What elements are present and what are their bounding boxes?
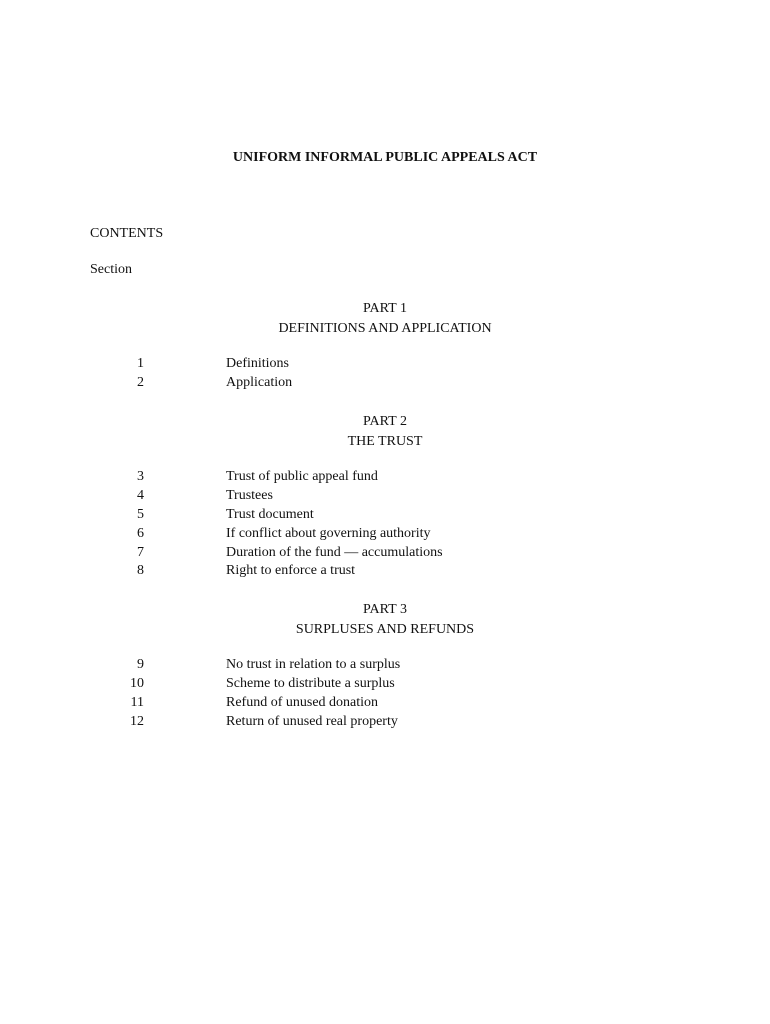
toc-entry[interactable] — [0, 694, 770, 713]
part-3-section-list — [0, 656, 770, 732]
section-number: 12 — [130, 713, 144, 729]
toc-entry[interactable] — [0, 487, 770, 506]
part-number: PART 3 — [363, 602, 407, 617]
part-title: DEFINITIONS AND APPLICATION — [278, 320, 492, 336]
part-title: THE TRUST — [347, 433, 423, 449]
section-number: 6 — [137, 525, 144, 541]
section-number: 8 — [137, 563, 144, 579]
section-title: Scheme to distribute a surplus — [226, 675, 395, 691]
toc-entry[interactable] — [0, 544, 770, 563]
part-1-section-list — [0, 355, 770, 393]
section-number: 5 — [137, 506, 144, 522]
part-1-heading — [0, 299, 770, 338]
section-title: Definitions — [226, 356, 289, 371]
toc-entry[interactable] — [0, 656, 770, 675]
section-number: 10 — [130, 675, 144, 691]
section-number: 7 — [137, 544, 144, 560]
section-title: Right to enforce a trust — [226, 563, 356, 579]
section-column-label: Section — [90, 262, 132, 277]
part-3-heading — [0, 600, 770, 639]
section-title: Trust document — [226, 506, 314, 522]
section-title: Trust of public appeal fund — [226, 469, 378, 484]
section-number: 2 — [137, 374, 144, 390]
section-title: Return of unused real property — [226, 713, 398, 729]
section-title: Trustees — [226, 487, 273, 503]
toc-entry[interactable] — [0, 525, 770, 544]
section-title: If conflict about governing authority — [226, 525, 431, 541]
toc-entry[interactable] — [0, 675, 770, 694]
section-number: 11 — [130, 694, 144, 710]
section-number: 9 — [137, 657, 144, 672]
contents-label: CONTENTS — [90, 226, 164, 241]
section-number: 4 — [137, 487, 144, 503]
section-number: 3 — [137, 469, 144, 484]
document-title: UNIFORM INFORMAL PUBLIC APPEALS ACT — [232, 150, 538, 165]
section-title: No trust in relation to a surplus — [226, 657, 401, 672]
part-title: SURPLUSES AND REFUNDS — [295, 621, 475, 637]
section-title: Application — [226, 374, 293, 390]
toc-entry[interactable] — [0, 562, 770, 581]
part-number: PART 1 — [363, 301, 407, 316]
section-title: Duration of the fund — accumulations — [226, 544, 443, 560]
part-2-section-list — [0, 468, 770, 581]
part-number: PART 2 — [363, 414, 407, 429]
toc-entry[interactable] — [0, 374, 770, 393]
toc-entry[interactable] — [0, 713, 770, 732]
toc-entry[interactable] — [0, 468, 770, 487]
section-title: Refund of unused donation — [226, 694, 379, 710]
section-number: 1 — [137, 356, 144, 371]
toc-entry[interactable] — [0, 355, 770, 374]
toc-entry[interactable] — [0, 506, 770, 525]
part-2-heading — [0, 412, 770, 451]
